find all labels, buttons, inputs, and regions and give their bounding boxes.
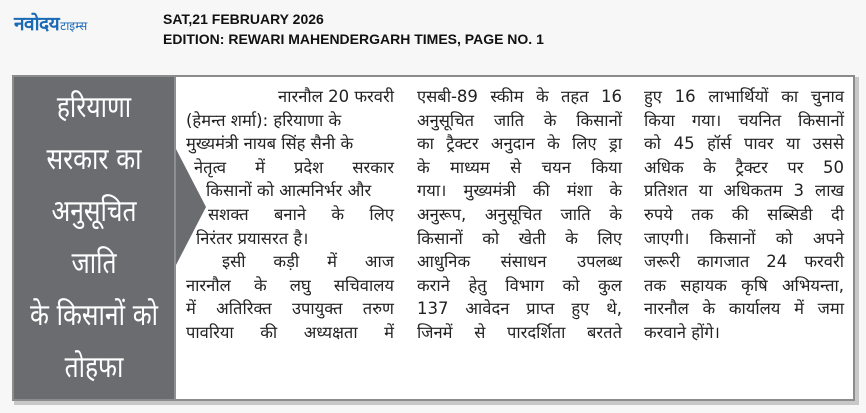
headline-line: तोहफा: [64, 350, 124, 385]
column-line: मुख्यमंत्री नायब सिंह सैनी के: [186, 134, 354, 154]
article-column-2: [417, 85, 622, 345]
edition-line: EDITION: REWARI MAHENDERGARH TIMES, PAGE NO. 1: [163, 31, 544, 47]
column-line: इसी कड़ी में आज: [222, 252, 394, 272]
article-column-1: [186, 85, 394, 345]
column-line: नारनौल 20 फरवरी: [278, 87, 394, 106]
column-line: करवाने होंगे।: [644, 322, 720, 342]
column-line: एसबी-89 स्कीम के तहत 16: [417, 87, 622, 106]
headline: [28, 82, 159, 394]
column-line: जाएगी। किसानों को अपने: [644, 228, 844, 248]
column-line: आधुनिक संसाधन उपलब्ध: [417, 252, 622, 272]
date-line: SAT,21 FEBRUARY 2026: [163, 11, 324, 27]
column-line: पावरिया की अध्यक्षता में: [186, 322, 394, 342]
column-line: जिनमें से पारदर्शिता बरतते: [417, 322, 622, 342]
logo-main-text: नवोदय: [14, 13, 60, 35]
newspaper-logo: [14, 10, 87, 36]
column-line: रुपये तक की सब्सिडी दी: [644, 204, 844, 224]
column-line: तक सहायक कृषि अभियन्ता,: [644, 275, 844, 295]
headline-line: हरियाणा: [56, 90, 132, 125]
column-line: के माध्यम से चयन किया: [417, 157, 622, 177]
column-line: का ट्रैक्टर अनुदान के लिए ड्रा: [417, 134, 622, 154]
column-line: नारनौल के कार्यालय में जमा: [644, 299, 844, 319]
headline-line: के किसानों को: [29, 298, 159, 333]
column-line: जरूरी कागजात 24 फरवरी: [644, 252, 844, 272]
edition-meta: [163, 9, 544, 49]
column-line: हुए 16 लाभार्थियों का चुनाव: [644, 87, 844, 106]
article-column-3: [644, 85, 844, 345]
column-line: किया गया। चयनित किसानों: [644, 110, 844, 130]
logo-sub-text: टाइम्स: [60, 19, 88, 33]
news-clipping: [12, 75, 855, 401]
headline-panel: [14, 77, 176, 399]
column-line: किसानों को खेती के लिए: [417, 228, 622, 248]
column-line: नारनौल के लघु सचिवालय: [186, 275, 394, 295]
column-line: 137 आवेदन प्राप्त हुए थे,: [417, 299, 622, 319]
column-line: अधिक के ट्रैक्टर पर 50: [644, 157, 844, 177]
column-line: कराने हेतु विभाग को कुल: [417, 275, 622, 295]
column-line: अनुसूचित जाति के किसानों: [417, 110, 622, 130]
column-line: (हेमन्त शर्मा): हरियाणा के: [186, 110, 342, 130]
headline-line: अनुसूचित जाति: [51, 194, 137, 281]
column-line: गया। मुख्यमंत्री की मंशा के: [417, 181, 622, 201]
column-line: नेतृत्व में प्रदेश सरकार: [194, 157, 394, 177]
column-line: किसानों को आत्मनिर्भर और: [206, 181, 372, 201]
column-line: अनुरूप, अनुसूचित जाति के: [417, 204, 622, 224]
headline-line: सरकार का: [46, 142, 142, 177]
column-line: में अतिरिक्त उपायुक्त तरुण: [186, 299, 394, 319]
column-line: प्रतिशत या अधिकतम 3 लाख: [644, 181, 844, 201]
column-line: निरंतर प्रयासरत है।: [196, 228, 309, 248]
column-line: को 45 हॉर्स पावर या उससे: [644, 134, 844, 154]
page-header: [0, 0, 866, 58]
column-line: सशक्त बनाने के लिए: [208, 204, 394, 224]
